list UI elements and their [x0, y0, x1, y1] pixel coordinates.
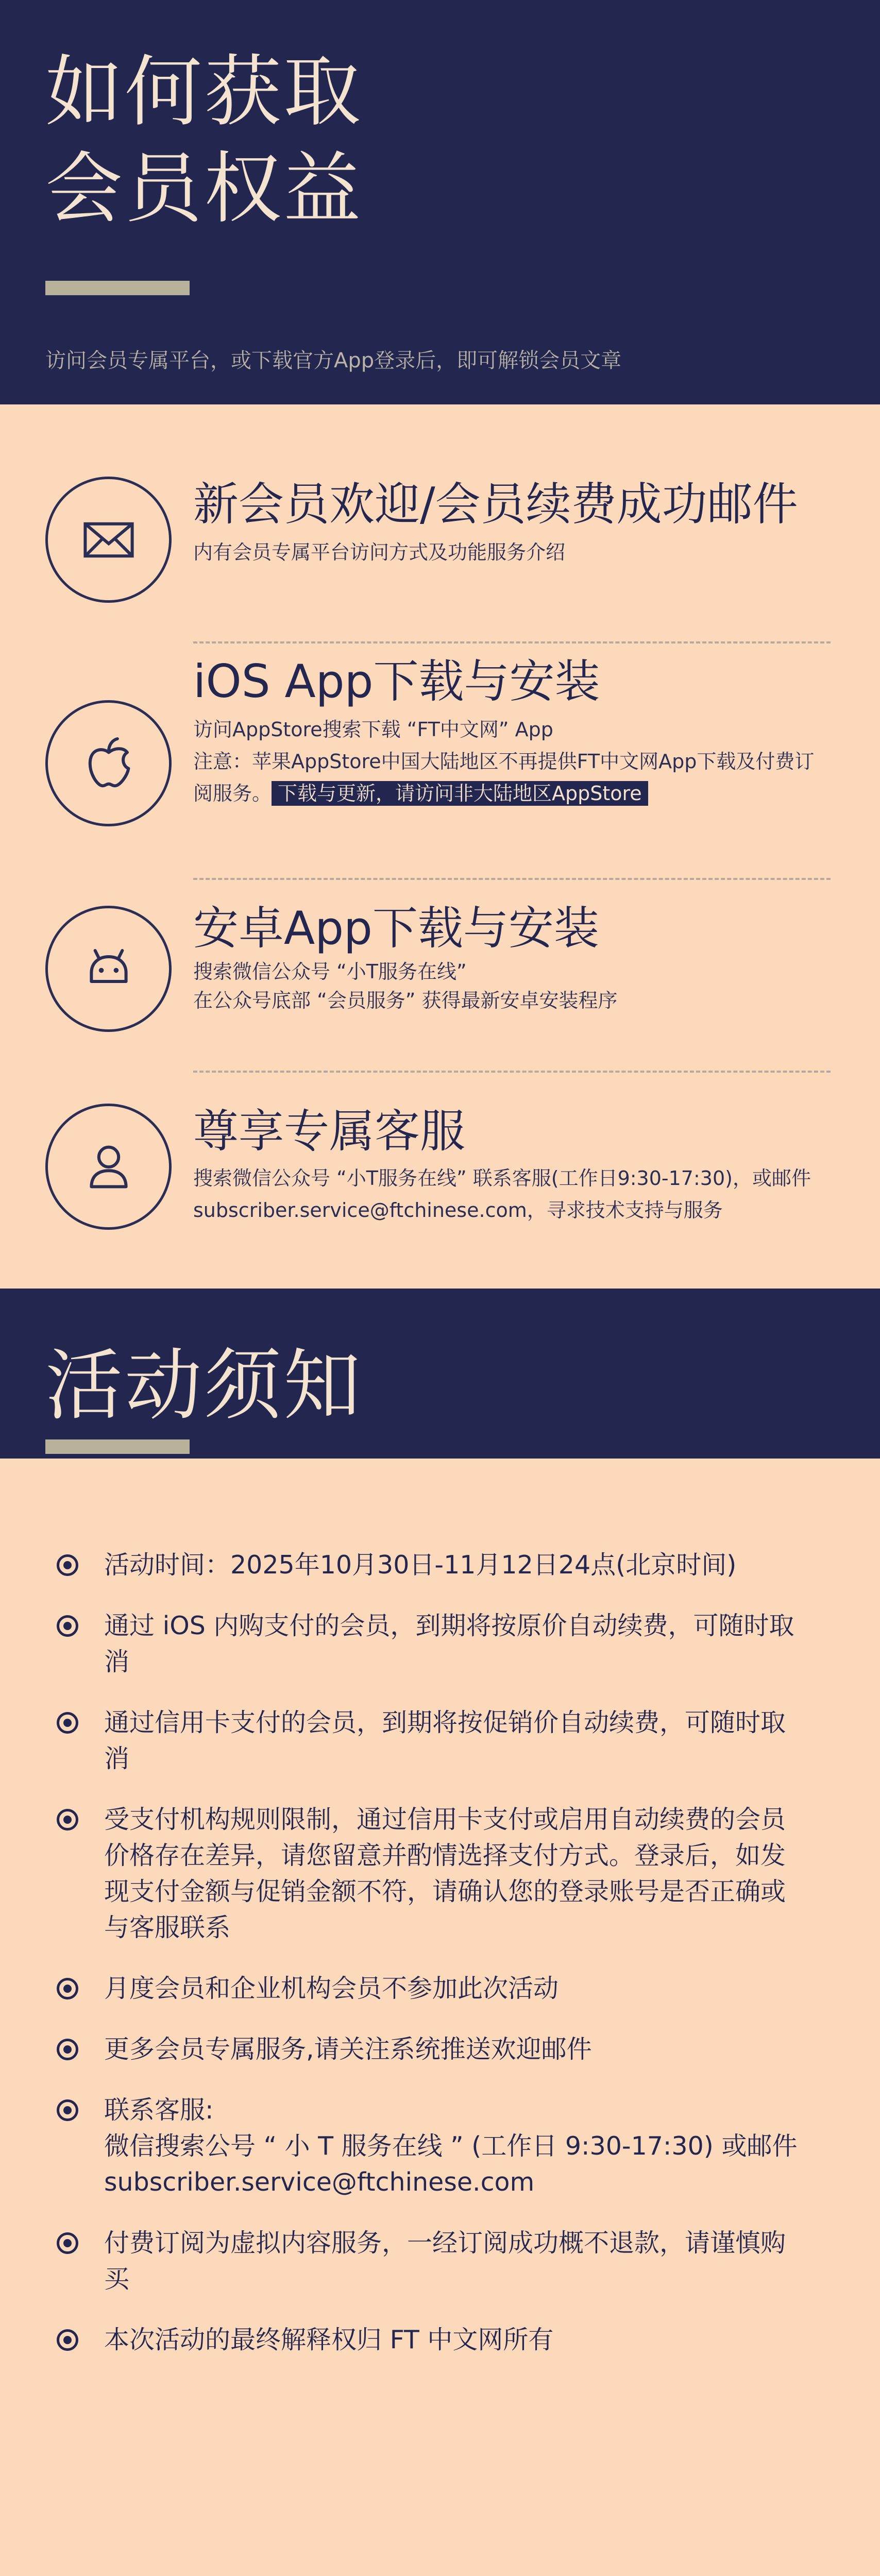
method-title: iOS App下载与安装: [193, 655, 600, 708]
method-title: 新会员欢迎/会员续费成功邮件: [193, 478, 798, 531]
apple-icon: [45, 700, 172, 826]
divider: [193, 1071, 831, 1073]
method-desc: 搜索微信公众号 “小T服务在线” 联系客服(工作日9:30-17:30)，或邮件subscriber.service@ftchinese.com，寻求技术支持与服务: [193, 1167, 811, 1222]
access-methods: [0, 404, 880, 1289]
hero-title: [45, 44, 880, 238]
ios-notice: 注意：苹果AppStore中国大陆地区不再提供FT中文网App下载及付费订阅服务。: [193, 750, 815, 805]
activity-rules: [0, 1459, 880, 2576]
rule-text: 联系客服:: [104, 2095, 214, 2125]
bullet-icon: [57, 2329, 78, 2351]
bullet-icon: [57, 1809, 78, 1831]
rule-text: 活动时间：2025年10月30日-11月12日24点(北京时间): [104, 1550, 737, 1580]
mail-icon: [45, 477, 172, 603]
divider: [193, 641, 831, 643]
hero-subtitle: 访问会员专属平台，或下载官方App登录后，即可解锁会员文章: [45, 349, 622, 372]
rule-text: 本次活动的最终解释权归 FT 中文网所有: [104, 2325, 554, 2354]
list-item: [57, 2092, 808, 2200]
list-item: [57, 1971, 808, 2007]
activity-banner: [0, 1289, 880, 1459]
method-desc: 内有会员专属平台访问方式及功能服务介绍: [193, 541, 566, 564]
contact-email: subscriber.service@ftchinese.com: [104, 2167, 535, 2197]
bullet-icon: [57, 2039, 78, 2060]
method-desc: [193, 714, 831, 809]
hero-title-line2: 会员权益: [45, 144, 363, 234]
list-item: [57, 1802, 808, 1946]
divider: [193, 878, 831, 880]
method-title: 尊享专属客服: [193, 1105, 466, 1158]
list-item: [57, 1547, 808, 1583]
android-icon: [45, 906, 172, 1032]
rule-text: 通过信用卡支付的会员，到期将按促销价自动续费，可随时取消: [104, 1708, 786, 1773]
rule-text: 付费订阅为虚拟内容服务，一经订阅成功概不退款，请谨慎购买: [104, 2228, 786, 2294]
bullet-icon: [57, 1615, 78, 1637]
ios-desc-line1: 访问AppStore搜索下载 “FT中文网” App: [193, 718, 553, 741]
list-item: [57, 1608, 808, 1680]
contact-wechat: 微信搜索公号 “ 小 T 服务在线 ” (工作日 9:30-17:30) 或邮件: [104, 2131, 798, 2161]
activity-title: 活动须知: [45, 1341, 363, 1431]
title-underline: [45, 1439, 190, 1454]
bullet-icon: [57, 1978, 78, 1999]
list-item: [57, 2225, 808, 2297]
bullet-icon: [57, 1712, 78, 1734]
hero-banner: [0, 0, 880, 404]
user-icon: [45, 1104, 172, 1230]
android-desc-line2: 在公众号底部 “会员服务” 获得最新安卓安装程序: [193, 989, 618, 1012]
method-desc: [193, 957, 831, 1015]
title-underline: [45, 281, 190, 295]
list-item: [57, 2031, 808, 2067]
method-android: [45, 901, 831, 1071]
hero-title-line1: 如何获取: [45, 47, 363, 137]
rule-text: 通过 iOS 内购支付的会员，到期将按原价自动续费，可随时取消: [104, 1611, 794, 1676]
list-item: [57, 2322, 808, 2358]
method-ios: [45, 654, 831, 855]
method-email: [45, 477, 831, 631]
list-item: [57, 1705, 808, 1777]
bullet-icon: [57, 1554, 78, 1576]
rule-text: 月度会员和企业机构会员不参加此次活动: [104, 1974, 559, 2003]
method-support: [45, 1104, 831, 1230]
bullet-icon: [57, 2232, 78, 2254]
method-title: 安卓App下载与安装: [193, 902, 599, 955]
rule-text: 受支付机构规则限制，通过信用卡支付或启用自动续费的会员价格存在差异，请您留意并酌情选择支付方式。登录后，如发现支付金额与促销金额不符，请确认您的登录账号是否正确或与客服联系: [104, 1805, 786, 1942]
android-desc-line1: 搜索微信公众号 “小T服务在线”: [193, 960, 467, 983]
rule-text: 更多会员专属服务,请关注系统推送欢迎邮件: [104, 2035, 592, 2064]
ios-highlight: 下载与更新，请访问非大陆地区AppStore: [272, 781, 648, 806]
bullet-icon: [57, 2099, 78, 2121]
